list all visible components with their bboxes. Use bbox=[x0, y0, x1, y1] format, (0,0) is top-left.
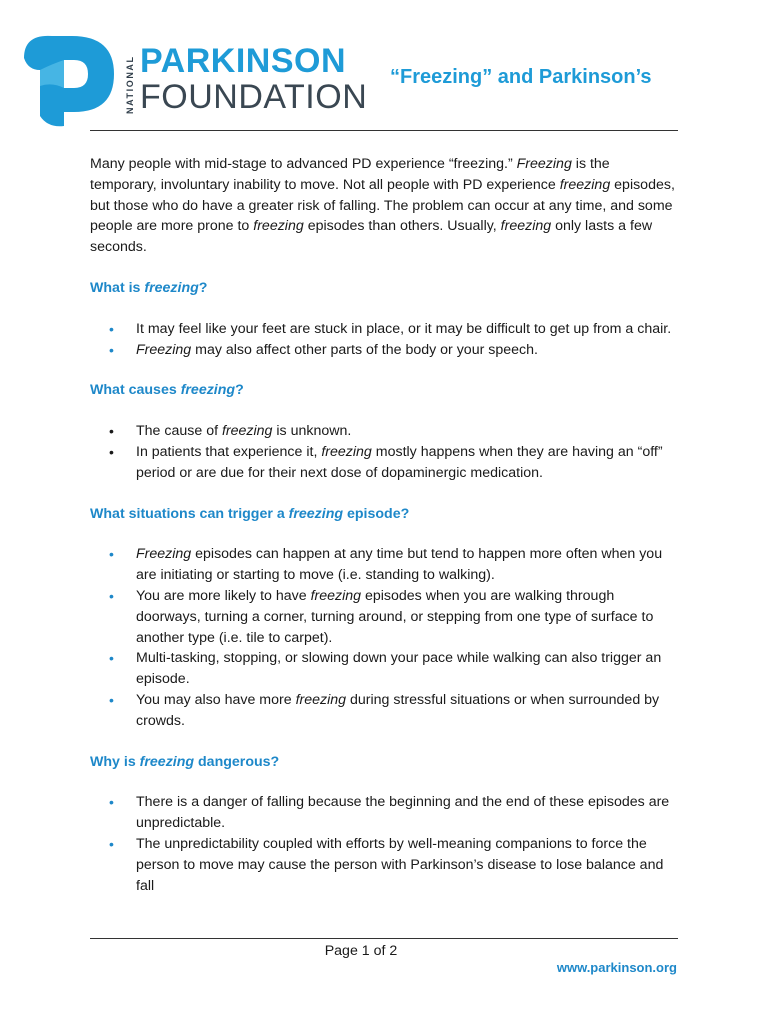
text-run: Multi-tasking, stopping, or slowing down your pace while walking can also trigger an episode. bbox=[136, 650, 662, 688]
italic-text: freezing bbox=[559, 176, 611, 193]
text-run: There is a danger of falling because the beginning and the end of these episodes are unpredictable. bbox=[136, 794, 670, 832]
text-run: is the temporary, involuntary inability to move. Not all people with PD experience bbox=[90, 156, 610, 193]
list-item bbox=[90, 421, 680, 442]
bullet-icon: • bbox=[109, 341, 114, 358]
bullet-list bbox=[90, 319, 680, 361]
list-item bbox=[90, 834, 680, 896]
bullet-icon: • bbox=[109, 691, 114, 708]
section-heading bbox=[90, 278, 680, 299]
footer-divider bbox=[90, 938, 678, 939]
text-run: Why is bbox=[90, 753, 140, 770]
bullet-icon: • bbox=[109, 320, 114, 337]
italic-text: freezing bbox=[288, 505, 344, 522]
parkinson-foundation-logo bbox=[22, 30, 368, 130]
p-mark-icon bbox=[22, 30, 132, 130]
text-run: episodes than others. Usually, bbox=[303, 218, 501, 235]
bullet-icon: • bbox=[109, 443, 114, 460]
list-item bbox=[90, 690, 680, 732]
logo-parkinson-text: PARKINSON bbox=[140, 42, 346, 80]
website-link[interactable]: www.parkinson.org bbox=[556, 960, 677, 975]
text-run: What causes bbox=[90, 382, 181, 399]
section-heading bbox=[90, 504, 680, 525]
text-run: mostly happens when they are having an “off” period or are due for their next dose of dopaminergic medication. bbox=[136, 443, 663, 481]
italic-text: freezing bbox=[500, 218, 552, 235]
italic-text: freezing bbox=[221, 423, 273, 440]
text-run: You are more likely to have bbox=[136, 587, 311, 604]
text-run: It may feel like your feet are stuck in place, or it may be difficult to get up from a chair. bbox=[136, 320, 672, 337]
section-heading bbox=[90, 752, 680, 773]
bullet-list bbox=[90, 421, 680, 483]
section-heading bbox=[90, 380, 680, 401]
bullet-icon: • bbox=[109, 546, 114, 563]
italic-text: freezing bbox=[253, 218, 304, 235]
text-run: The unpredictability coupled with efforts by well-meaning companions to force the person to move may cause the person with Parkinson’s disease to lose balance and fall bbox=[136, 835, 664, 894]
header-divider bbox=[90, 130, 678, 131]
text-run: You may also have more bbox=[136, 691, 296, 708]
italic-text: freezing bbox=[180, 382, 236, 399]
text-run: episodes when you are walking through doorways, turning a corner, turning around, or stepping from one type of surface to another type (i.e. tile to carpet). bbox=[136, 587, 654, 646]
italic-text: Freezing bbox=[136, 546, 192, 563]
bullet-icon: • bbox=[109, 794, 114, 811]
text-run: is unknown. bbox=[272, 423, 352, 440]
italic-text: freezing bbox=[321, 443, 372, 460]
text-run: The cause of bbox=[136, 423, 222, 440]
list-item bbox=[90, 340, 680, 361]
logo-foundation-text: FOUNDATION bbox=[140, 78, 368, 116]
italic-text: freezing bbox=[295, 691, 347, 708]
italic-text: Freezing bbox=[136, 341, 192, 358]
text-run: dangerous? bbox=[194, 753, 280, 770]
intro-paragraph bbox=[90, 154, 680, 258]
sections bbox=[90, 278, 680, 896]
bullet-icon: • bbox=[109, 835, 114, 852]
page-number: Page 1 of 2 bbox=[324, 943, 398, 959]
text-run: episode? bbox=[343, 505, 410, 522]
italic-text: Freezing bbox=[516, 156, 572, 172]
list-item bbox=[90, 442, 680, 484]
document-title: “Freezing” and Parkinson’s bbox=[390, 66, 652, 88]
text-run: ? bbox=[198, 279, 208, 296]
list-item bbox=[90, 544, 680, 586]
italic-text: freezing bbox=[139, 753, 195, 770]
italic-text: freezing bbox=[310, 587, 362, 604]
text-run: ? bbox=[235, 382, 244, 399]
text-run: only lasts a few seconds. bbox=[90, 218, 653, 256]
bullet-list bbox=[90, 544, 680, 731]
bullet-list bbox=[90, 792, 680, 896]
italic-text: freezing bbox=[144, 279, 199, 296]
list-item bbox=[90, 792, 680, 834]
logo-national-text: NATIONAL bbox=[125, 55, 135, 114]
text-run: What is bbox=[90, 279, 145, 296]
text-run: In patients that experience it, bbox=[136, 443, 322, 460]
list-item bbox=[90, 648, 680, 690]
text-run: episodes, but those who do have a greater risk of falling. The problem can occur at any time, and some people are more prone to bbox=[90, 176, 675, 235]
text-run: episodes can happen at any time but tend to happen more often when you are initiating or starting to move (i.e. standing to walking). bbox=[136, 546, 663, 584]
bullet-icon: • bbox=[109, 587, 114, 604]
text-run: may also affect other parts of the body or your speech. bbox=[191, 341, 538, 358]
text-run: Many people with mid-stage to advanced PD experience “freezing.” bbox=[90, 156, 517, 172]
list-item bbox=[90, 319, 680, 340]
bullet-icon: • bbox=[109, 650, 114, 667]
text-run: What situations can trigger a bbox=[90, 505, 289, 522]
text-run: during stressful situations or when surrounded by crowds. bbox=[136, 691, 660, 729]
bullet-icon: • bbox=[109, 423, 114, 440]
main-content bbox=[90, 154, 680, 896]
list-item bbox=[90, 586, 680, 648]
